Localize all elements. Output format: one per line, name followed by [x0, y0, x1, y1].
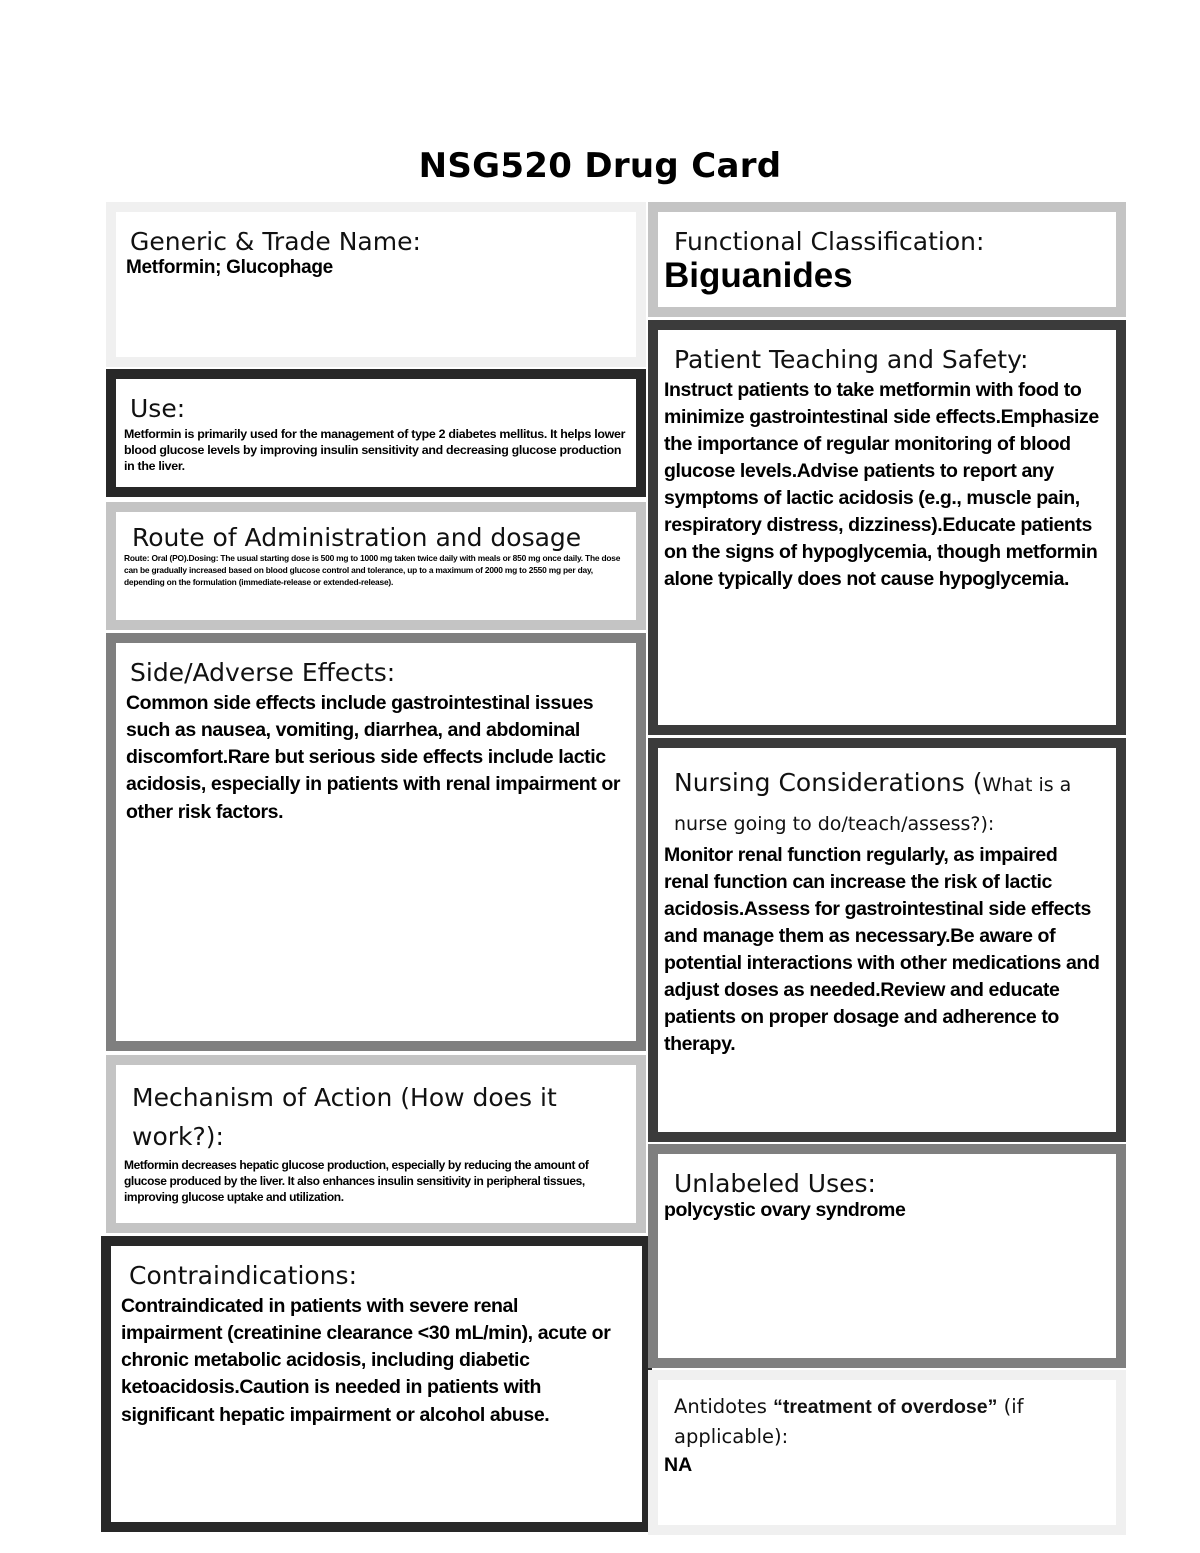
generic-trade-name-box [106, 202, 646, 367]
patient-teaching-text: Instruct patients to take metformin with food to minimize gastrointestinal side effects.Emphasize the importance of regular monitoring of blood glucose levels.Advise patients to report any symptoms of lactic acidosis (e.g., muscle pain, respiratory distress, dizziness).Educate patients on the signs of hypoglycemia, though metformin alone typically does not cause hypoglycemia. [664, 378, 1099, 591]
antidotes-text: NA [664, 1454, 693, 1477]
functional-classification-box [648, 202, 1126, 317]
antidotes-heading-2: (if applicable): [674, 1395, 1024, 1449]
page-title: NSG520 Drug Card [418, 146, 782, 186]
unlabeled-uses-text: polycystic ovary syndrome [664, 1198, 906, 1221]
use-box [106, 369, 646, 497]
nursing-heading-end: ): [980, 812, 995, 835]
functional-classification-heading: Functional Classification: [674, 227, 985, 256]
route-text: Route: Oral (PO).Dosing: The usual starting dose is 500 mg to 1000 mg taken twice daily with meals or 850 mg once daily. The dose can be gradually increased based on blood glucose control and tolerance, up to a maximum of 2000 mg to 2550 mg per day, depending on the formulation (immediate-release or extended-release). [124, 553, 621, 587]
nursing-considerations-box [648, 738, 1126, 1142]
mechanism-text: Metformin decreases hepatic glucose production, especially by reducing the amount of glucose produced by the liver. It also enhances insulin sensitivity in peripheral tissues, improving glucose uptake and utilization. [124, 1157, 589, 1204]
nursing-text: Monitor renal function regularly, as impaired renal function can increase the risk of lactic acidosis.Assess for gastrointestinal side effects and manage them as necessary.Be aware of potential interactions with other medications and adjust doses as needed.Review and educate patients on proper dosage and adherence to therapy. [664, 843, 1100, 1056]
mechanism-heading: Mechanism of Action (How does it work?): [132, 1083, 557, 1151]
nursing-heading-main: Nursing Considerations ( [674, 768, 983, 797]
side-effects-heading: Side/Adverse Effects: [130, 658, 396, 687]
nursing-heading-small-2: nurse going to do/teach/assess? [674, 812, 981, 835]
nursing-heading [664, 764, 1104, 842]
nursing-heading-small-1: What is a [982, 774, 1072, 796]
generic-trade-text: Metformin; Glucophage [126, 256, 333, 278]
generic-trade-heading: Generic & Trade Name: [130, 227, 421, 256]
antidotes-heading-bold: “treatment of overdose” [773, 1396, 998, 1418]
use-heading: Use: [130, 394, 186, 423]
unlabeled-uses-heading: Unlabeled Uses: [674, 1169, 876, 1198]
unlabeled-uses-box [648, 1144, 1126, 1368]
patient-teaching-box [648, 320, 1126, 735]
antidotes-heading-1: Antidotes [674, 1395, 774, 1418]
mechanism-box [106, 1055, 646, 1233]
route-heading: Route of Administration and dosage [132, 523, 582, 552]
patient-teaching-heading: Patient Teaching and Safety: [674, 345, 1029, 374]
contraindications-heading: Contraindications: [129, 1261, 358, 1290]
contraindications-box [101, 1236, 652, 1532]
antidotes-box [648, 1370, 1126, 1535]
contraindications-text: Contraindicated in patients with severe renal impairment (creatinine clearance <30 mL/min), acute or chronic metabolic acidosis, including diabetic ketoacidosis.Caution is needed in patients with significant hepatic impairment or alcohol abuse. [121, 1294, 611, 1426]
side-effects-text: Common side effects include gastrointestinal issues such as nausea, vomiting, diarrhea, and abdominal discomfort.Rare but serious side effects include lactic acidosis, especially in patients with renal impairment or other risk factors. [126, 691, 621, 823]
functional-classification-text: Biguanides [664, 255, 853, 295]
side-effects-box [106, 633, 646, 1051]
route-box [106, 502, 646, 630]
use-text: Metformin is primarily used for the management of type 2 diabetes mellitus. It helps lower blood glucose levels by improving insulin sensitivity and decreasing glucose production in the liver. [124, 426, 626, 473]
antidotes-heading [664, 1392, 1104, 1452]
